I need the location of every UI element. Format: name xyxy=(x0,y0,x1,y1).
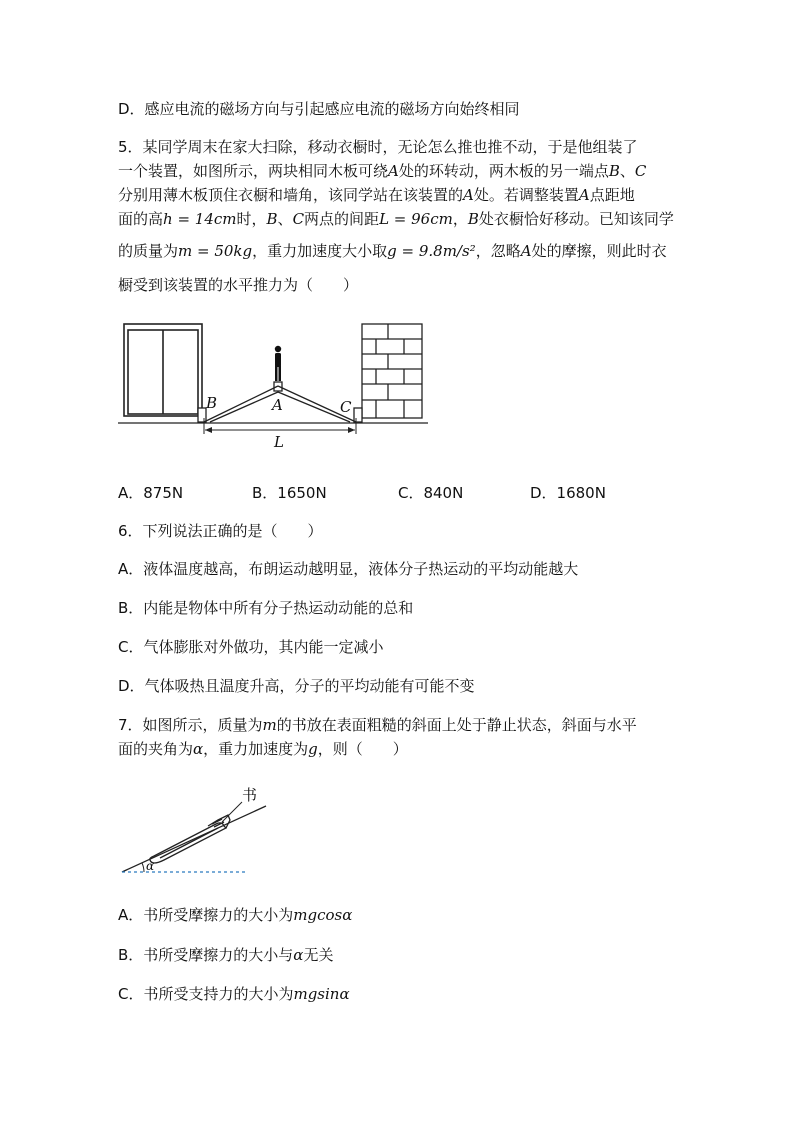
q5-stem-line2: 一个装置，如图所示，两块相同木板可绕A处的环转动，两木板的另一端点B、C xyxy=(118,162,647,180)
block-c xyxy=(354,408,362,422)
q7-option-a: A．书所受摩擦力的大小为mgcosα xyxy=(118,906,353,924)
wardrobe xyxy=(124,324,202,416)
q5-stem-line5: 的质量为m = 50kg，重力加速度大小取g = 9.8m/s²，忽略A处的摩擦，则此时衣 xyxy=(118,242,667,260)
dimension-arrow-right xyxy=(348,427,355,433)
q6-option-a: A．液体温度越高，布朗运动越明显，液体分子热运动的平均动能越大 xyxy=(118,560,579,578)
q5-stem-line3: 分别用薄木板顶住衣橱和墙角，该同学站在该装置的A处。若调整装置A点距地 xyxy=(118,186,635,204)
q7-option-c: C．书所受支持力的大小为mgsinα xyxy=(118,985,350,1003)
q7-figure xyxy=(118,782,278,878)
q7-stem-line2: 面的夹角为α，重力加速度为g，则（ ） xyxy=(118,740,408,758)
q6-stem: 6．下列说法正确的是（ ） xyxy=(118,522,323,540)
q6-option-c: C．气体膨胀对外做功，其内能一定减小 xyxy=(118,638,384,656)
q4-option-d: D．感应电流的磁场方向与引起感应电流的磁场方向始终相同 xyxy=(118,100,520,118)
dimension-arrow-left xyxy=(205,427,212,433)
label-c: C xyxy=(340,398,352,416)
q5-figure xyxy=(118,318,428,453)
q5-option-b: B．1650N xyxy=(252,484,327,502)
q5-option-d: D．1680N xyxy=(530,484,606,502)
brick-wall xyxy=(362,324,422,418)
q5-option-c: C．840N xyxy=(398,484,464,502)
q5-stem-line1: 5．某同学周末在家大扫除，移动衣橱时，无论怎么推也推不动，于是他组装了 xyxy=(118,138,638,156)
label-b: B xyxy=(206,394,218,412)
person-figure xyxy=(275,346,281,381)
q7-option-b: B．书所受摩擦力的大小与α无关 xyxy=(118,946,334,964)
label-a: A xyxy=(272,396,283,414)
angle-label: α xyxy=(146,859,155,873)
label-l: L xyxy=(274,433,284,451)
q5-stem-line4: 面的高h = 14cm时，B、C两点的间距L = 96cm，B处衣橱恰好移动。已知该同学 xyxy=(118,210,674,228)
block-b xyxy=(198,408,206,422)
q5-option-a: A．875N xyxy=(118,484,184,502)
angle-arc xyxy=(142,863,144,872)
q6-option-b: B．内能是物体中所有分子热运动动能的总和 xyxy=(118,599,414,617)
q5-stem-line6: 橱受到该装置的水平推力为（ ） xyxy=(118,276,359,294)
q7-stem-line1: 7．如图所示，质量为m的书放在表面粗糙的斜面上处于静止状态，斜面与水平 xyxy=(118,716,637,734)
book-shape xyxy=(150,815,230,863)
q6-option-d: D．气体吸热且温度升高，分子的平均动能有可能不变 xyxy=(118,677,475,695)
book-label: 书 xyxy=(242,786,258,804)
incline-surface xyxy=(122,806,266,872)
